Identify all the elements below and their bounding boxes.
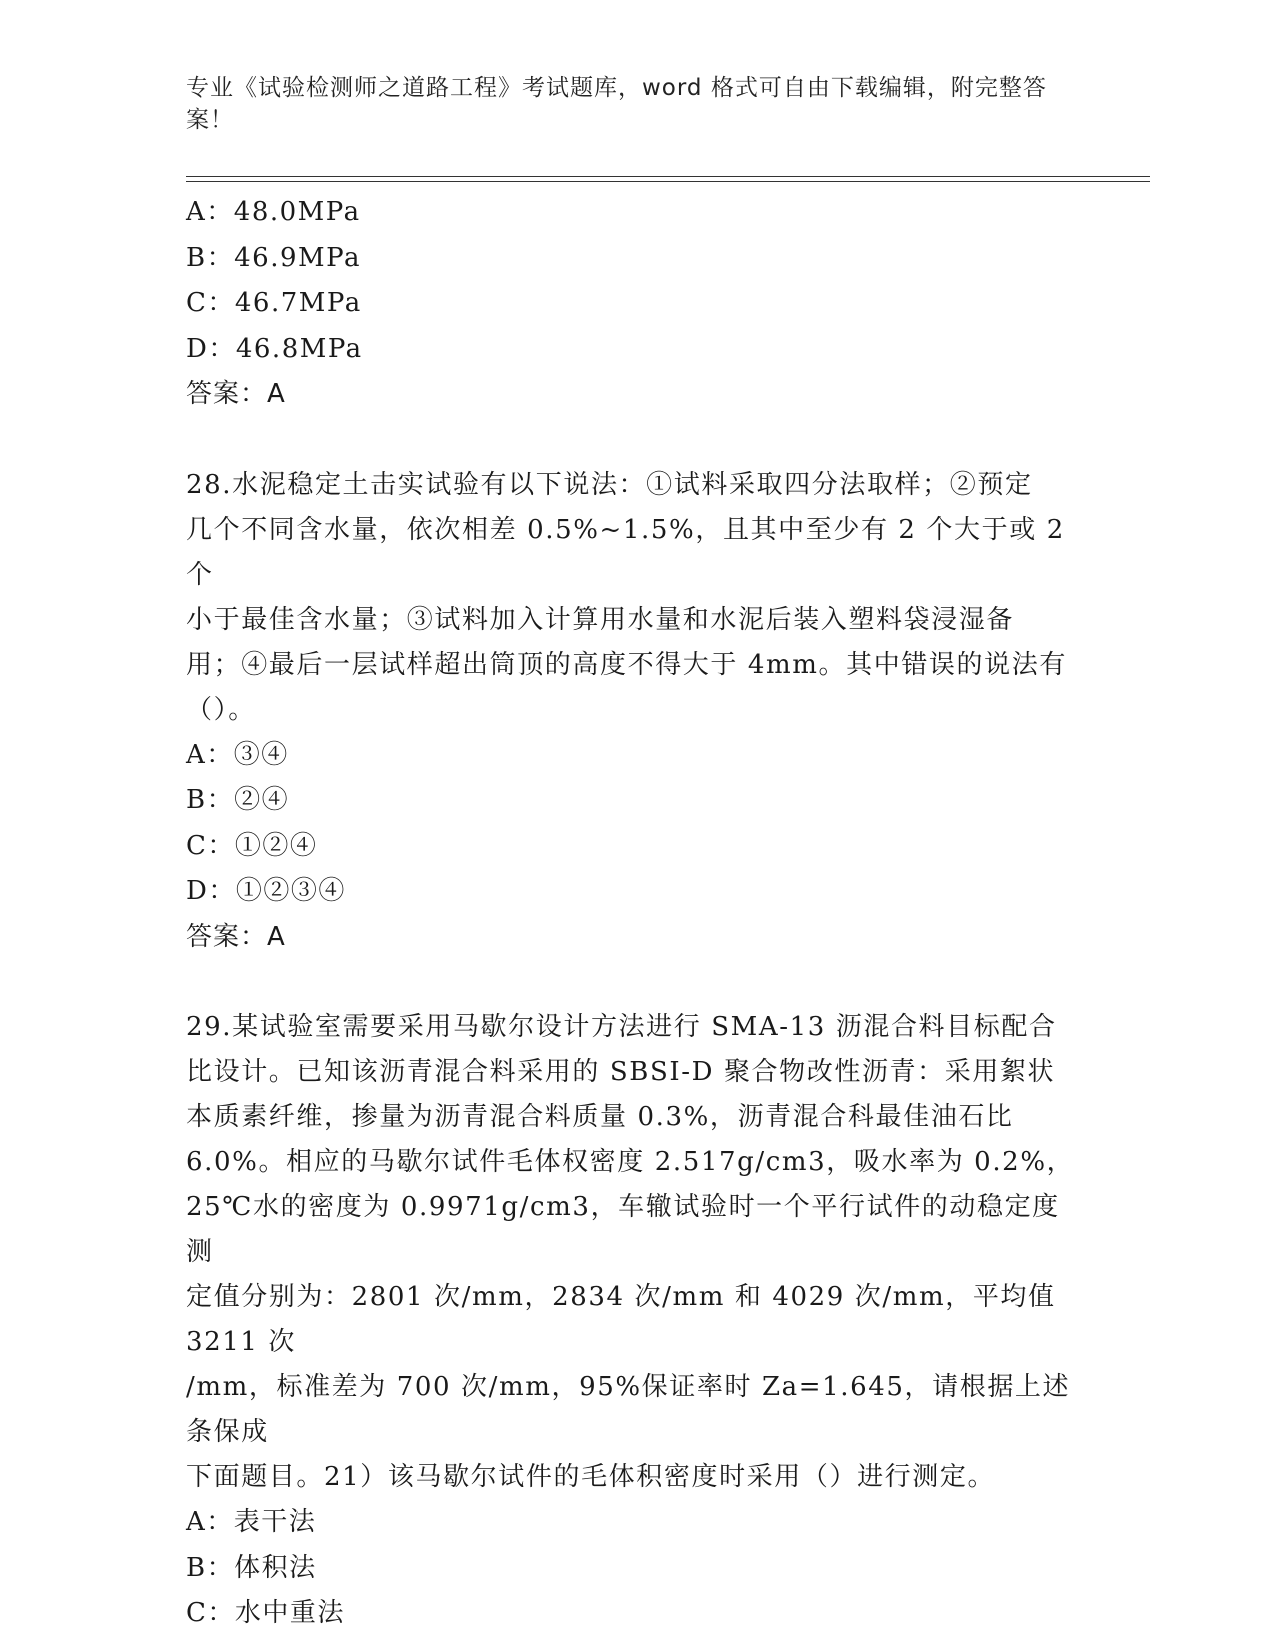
- q29-stem-line: 本质素纤维，掺量为沥青混合料质量 0.3%，沥青混合科最佳油石比: [186, 1102, 1014, 1132]
- q29-stem-line: /mm，标准差为 700 次/mm，95%保证率时 Za=1.645，请根据上述条保成: [186, 1372, 1071, 1447]
- q29-option-b: B：体积法: [186, 1552, 317, 1583]
- header-rule-bottom: [186, 181, 1150, 182]
- q29-stem: [186, 1005, 1076, 1500]
- header-rule-top: [186, 176, 1150, 177]
- q28-option-c: C：①②④: [186, 830, 318, 861]
- q28-option-d: D：①②③④: [186, 876, 346, 906]
- q29-stem-line: 29.某试验室需要采用马歇尔设计方法进行 SMA-13 沥混合料目标配合: [186, 1012, 1057, 1042]
- q28-answer: 答案：A: [186, 921, 286, 952]
- q27-option-d: D：46.8MPa: [186, 333, 363, 364]
- q29-stem-line: 比设计。已知该沥青混合料采用的 SBSI-D 聚合物改性沥青：采用絮状: [186, 1057, 1056, 1087]
- spacer: [186, 418, 1086, 463]
- q28-stem-line: 几个不同含水量，依次相差 0.5%~1.5%，且其中至少有 2 个大于或 2 个: [186, 514, 1065, 590]
- header-line-2: 案！: [186, 107, 234, 133]
- q27-option-a: A：48.0MPa: [186, 197, 361, 227]
- q29-stem-line: 25℃水的密度为 0.9971g/cm3，车辙试验时一个平行试件的动稳定度测: [186, 1192, 1060, 1267]
- question-27: [186, 190, 1086, 418]
- q28-stem: [186, 463, 1076, 733]
- q27-answer: 答案：A: [186, 379, 286, 409]
- question-29: [186, 1005, 1086, 1637]
- q27-option-c: C：46.7MPa: [186, 288, 362, 318]
- question-content: [186, 190, 1086, 1637]
- q29-stem-line: 6.0%。相应的马歇尔试件毛体权密度 2.517g/cm3，吸水率为 0.2%，: [186, 1147, 1075, 1177]
- question-28: [186, 463, 1086, 961]
- q29-stem-line: 定值分别为：2801 次/mm，2834 次/mm 和 4029 次/mm，平均值 3211 次: [186, 1282, 1056, 1357]
- q28-stem-line: （）。: [186, 694, 256, 725]
- q29-stem-line: 下面题目。21）该马歇尔试件的毛体积密度时采用（）进行测定。: [186, 1462, 996, 1492]
- spacer: [186, 960, 1086, 1005]
- q28-stem-line: 小于最佳含水量；③试料加入计算用水量和水泥后装入塑料袋浸湿备: [186, 604, 1015, 635]
- q28-stem-line: 28.水泥稳定土击实试验有以下说法：①试料采取四分法取样；②预定: [186, 469, 1033, 500]
- page-header: [186, 72, 1066, 136]
- q28-option-a: A：③④: [186, 739, 289, 770]
- header-line-1: 专业《试验检测师之道路工程》考试题库，word 格式可自由下载编辑，附完整答: [186, 75, 1047, 101]
- q29-option-a: A：表干法: [186, 1507, 317, 1537]
- q29-option-c: C：水中重法: [186, 1598, 345, 1628]
- q28-option-b: B：②④: [186, 785, 290, 815]
- q27-option-b: B：46.9MPa: [186, 242, 361, 273]
- q28-stem-line: 用；④最后一层试样超出筒顶的高度不得大于 4mm。其中错误的说法有: [186, 649, 1067, 680]
